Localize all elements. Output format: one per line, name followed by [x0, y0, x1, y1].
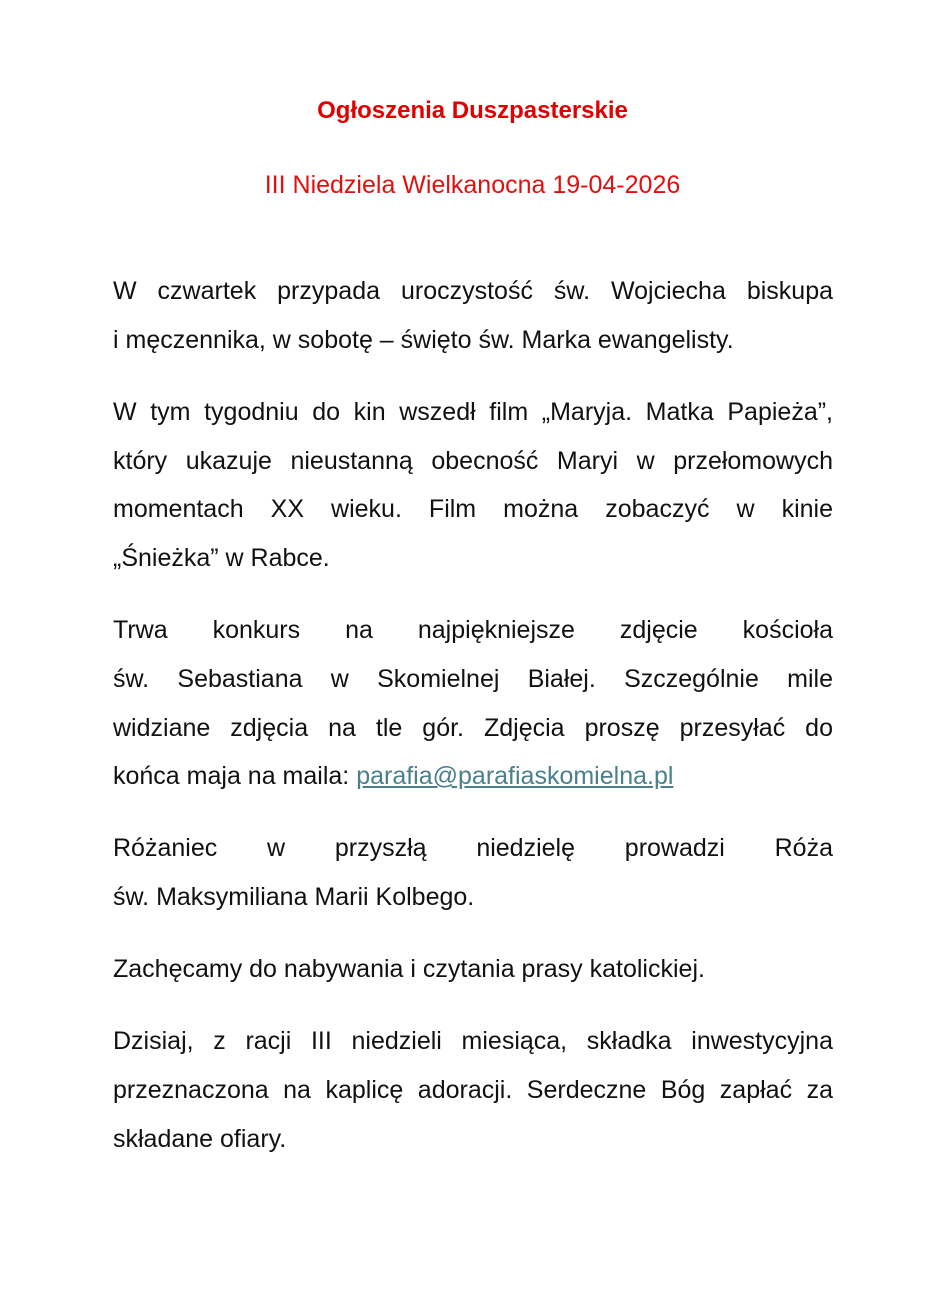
text-line: widziane zdjęcia na tle gór. Zdjęcia proszę przesyłać do: [113, 713, 833, 742]
text-line: przeznaczona na kaplicę adoracji. Serdeczne Bóg zapłać za: [113, 1076, 833, 1105]
text-fragment: końca maja na maila:: [113, 762, 357, 791]
text-line: składane ofiary.: [113, 1124, 287, 1153]
text-line: W czwartek przypada uroczystość św. Wojciecha biskupa: [113, 277, 833, 305]
announcements-body: [113, 267, 833, 1187]
email-link[interactable]: parafia@parafiaskomielna.pl: [356, 762, 674, 791]
text-line: [113, 752, 833, 801]
text-line: Dzisiaj, z racji III niedzieli miesiąca, składka inwestycyjna: [113, 1027, 833, 1056]
text-line: św. Maksymiliana Marii Kolbego.: [113, 883, 475, 912]
announcement-paragraph: [113, 606, 833, 801]
text-line: Trwa konkurs na najpiękniejsze zdjęcie kościoła: [113, 616, 833, 645]
text-line: Zachęcamy do nabywania i czytania prasy katolickiej.: [113, 955, 705, 984]
text-line: Różaniec w przyszłą niedzielę prowadzi Róża: [113, 834, 833, 863]
announcement-paragraph: [113, 267, 833, 364]
text-line: i męczennika, w sobotę – święto św. Marka ewangelisty.: [113, 325, 734, 354]
text-line: św. Sebastiana w Skomielnej Białej. Szczególnie mile: [113, 664, 833, 693]
announcement-paragraph: [113, 1017, 833, 1163]
text-line: który ukazuje nieustanną obecność Maryi w przełomowych: [113, 446, 833, 475]
text-line: „Śnieżka” w Rabce.: [113, 543, 330, 572]
announcement-paragraph: [113, 945, 833, 994]
announcement-paragraph: [113, 824, 833, 921]
text-line: momentach XX wieku. Film można zobaczyć w kinie: [113, 495, 833, 524]
text-line: W tym tygodniu do kin wszedł film „Maryja. Matka Papieża”,: [113, 397, 833, 426]
announcement-paragraph: [113, 388, 833, 583]
page-subtitle: III Niedziela Wielkanocna 19-04-2026: [264, 171, 681, 199]
page-title: Ogłoszenia Duszpasterskie: [317, 97, 628, 124]
